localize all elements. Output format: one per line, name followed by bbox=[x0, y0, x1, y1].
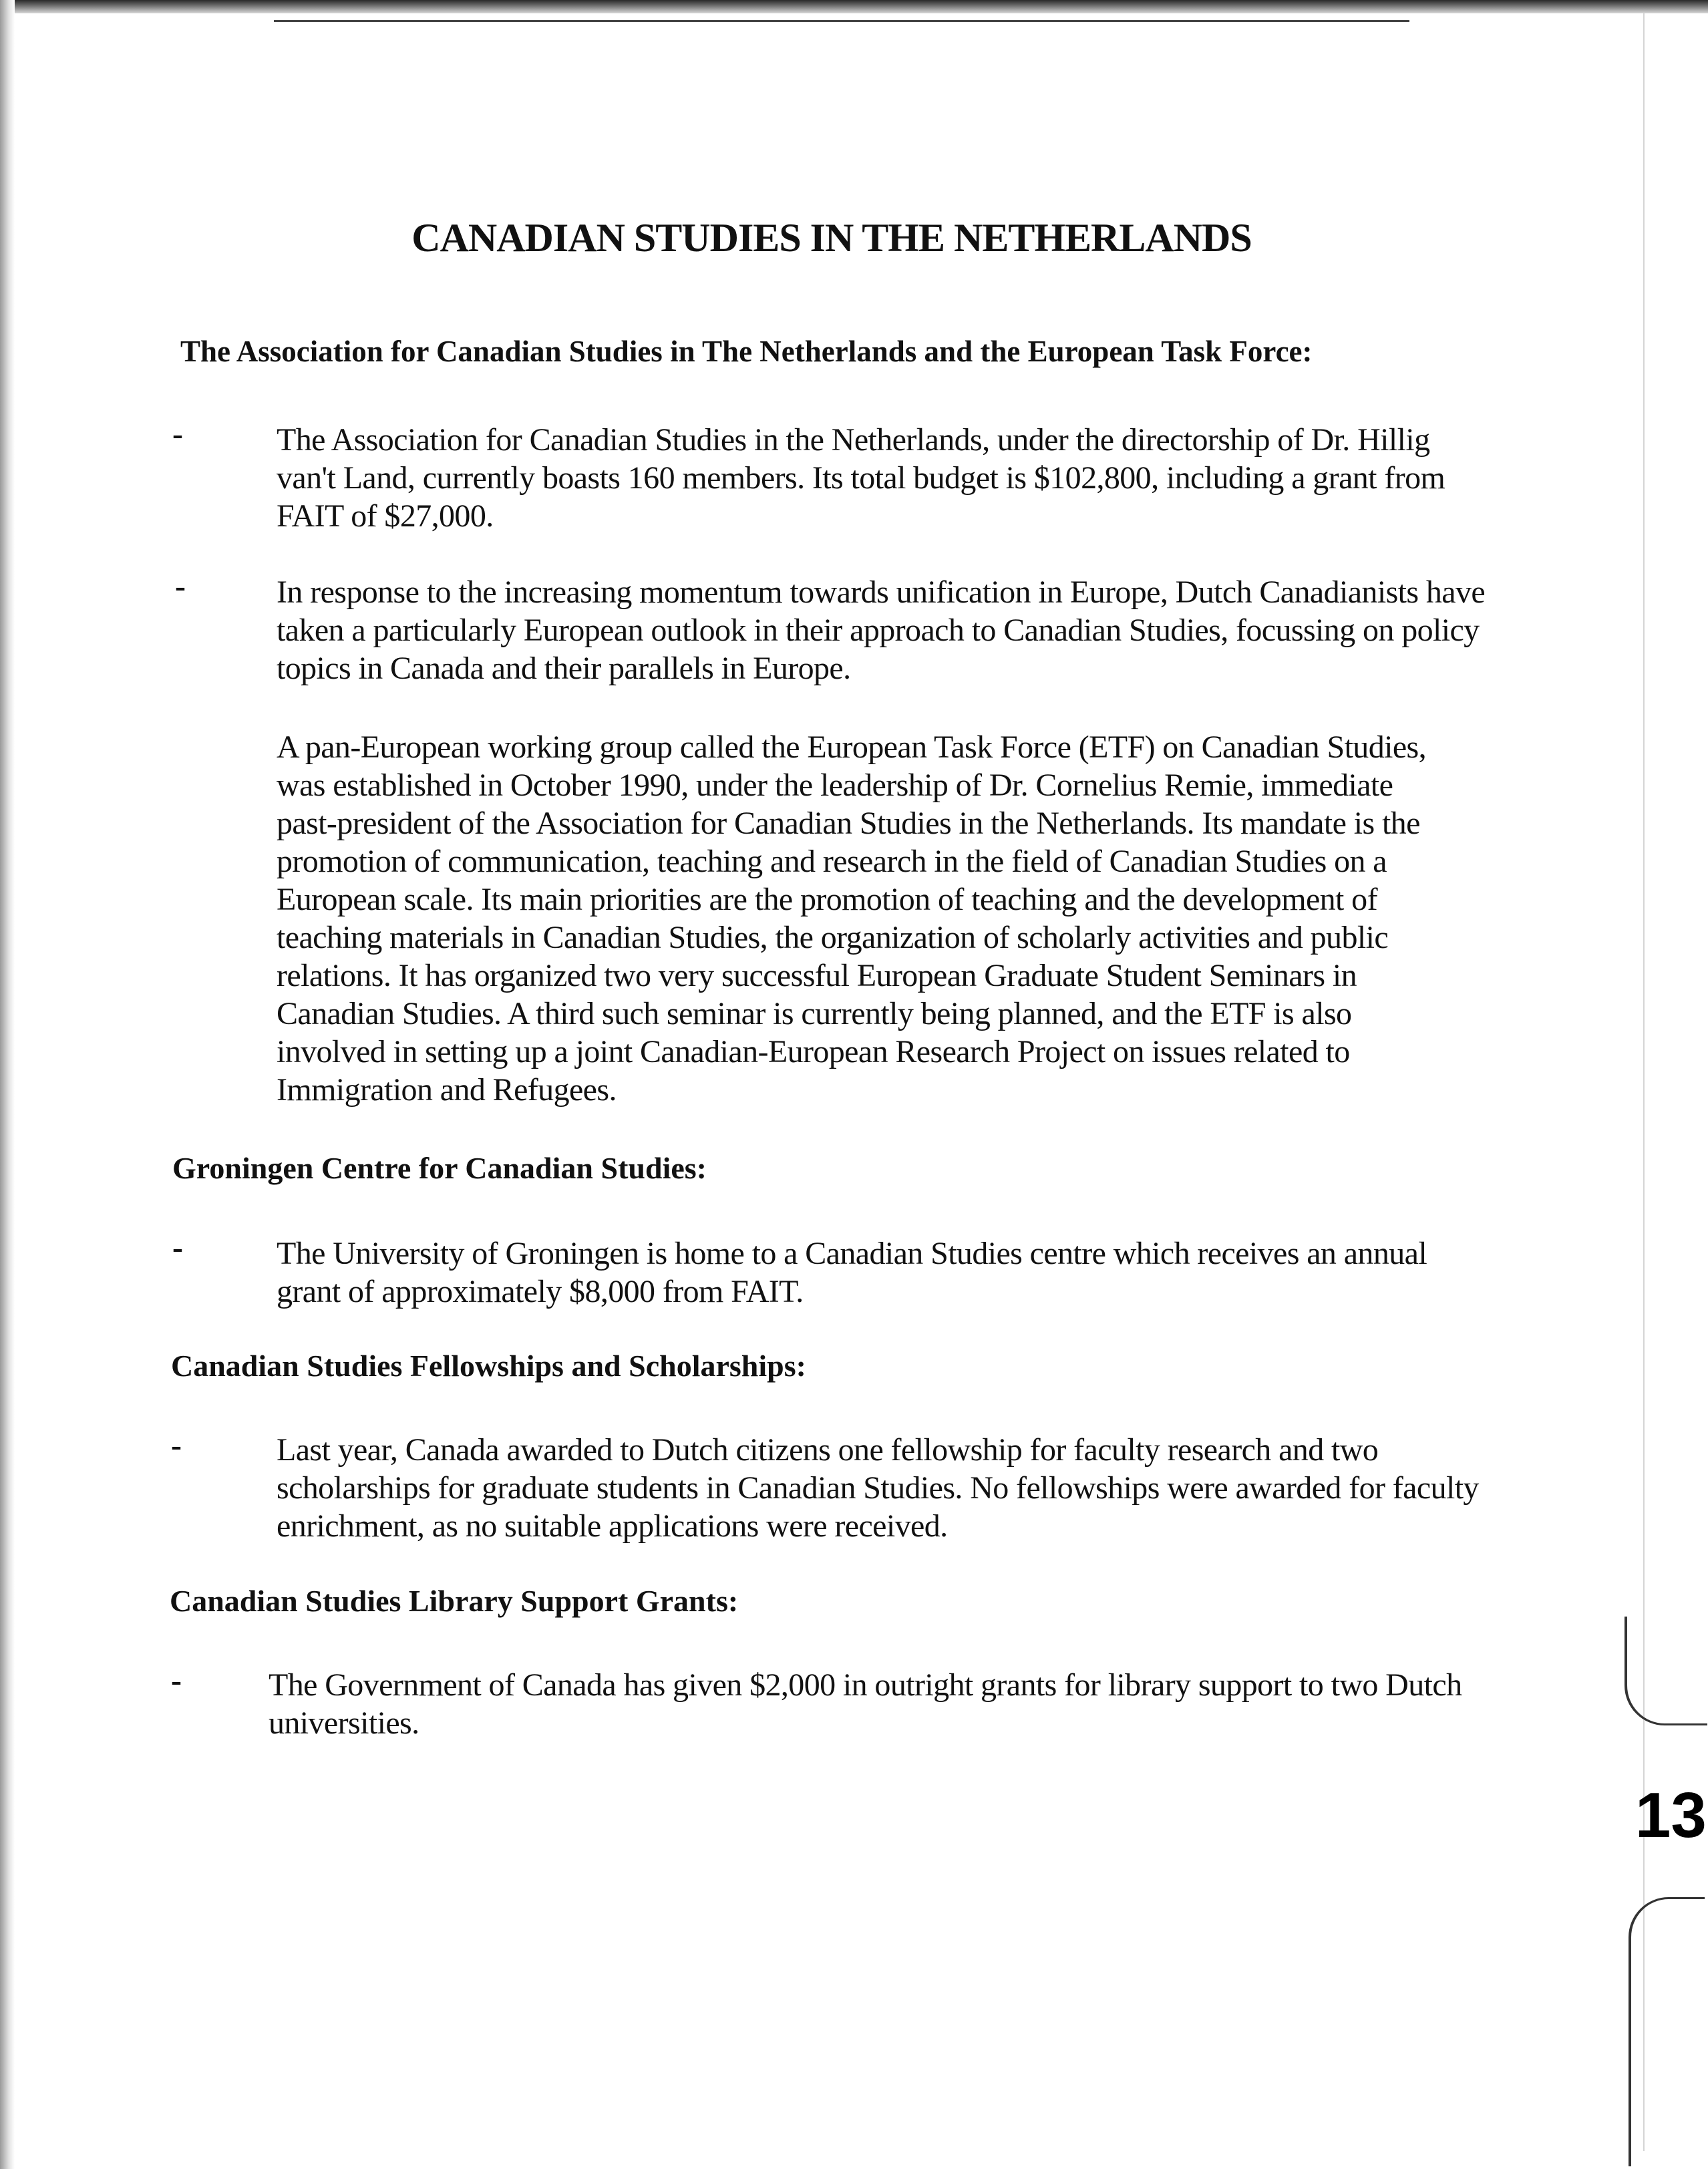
bullet-dash: - bbox=[171, 1663, 182, 1698]
binder-bracket-lower bbox=[1629, 1897, 1705, 2166]
page-title: CANADIAN STUDIES IN THE NETHERLANDS bbox=[411, 216, 1252, 260]
section-heading-association: The Association for Canadian Studies in The Netherlands and the European Task Force: bbox=[180, 335, 1313, 368]
top-rule bbox=[274, 20, 1409, 22]
paragraph-groningen-centre: The University of Groningen is home to a Canadian Studies centre which receives an annual grant of approximately $8,000 from FAIT. bbox=[277, 1236, 1427, 1309]
bullet-dash: - bbox=[171, 1428, 182, 1463]
bullet-dash: - bbox=[175, 568, 186, 604]
bullet-dash: - bbox=[172, 416, 183, 452]
section-heading-groningen: Groningen Centre for Canadian Studies: bbox=[172, 1151, 707, 1185]
paragraph-fellowships: Last year, Canada awarded to Dutch citizens one fellowship for faculty research and two scholarships for graduate students in Canadian Studies. No fellowships were awarded for faculty enrichment, as no suitable applications were received. bbox=[277, 1432, 1479, 1544]
section-heading-library-grants: Canadian Studies Library Support Grants: bbox=[170, 1584, 739, 1618]
section-heading-fellowships: Canadian Studies Fellowships and Scholarships: bbox=[171, 1349, 806, 1383]
paragraph-association-membership: The Association for Canadian Studies in the Netherlands, under the directorship of Dr. Hillig van't Land, currently boasts 160 members. Its total budget is $102,800, including a grant from FAIT of $27,000. bbox=[277, 422, 1445, 534]
paragraph-library-grants: The Government of Canada has given $2,000 in outright grants for library support to two Dutch universities. bbox=[269, 1667, 1462, 1741]
binder-bracket-upper bbox=[1625, 1617, 1707, 1725]
page-number: 13 bbox=[1635, 1780, 1707, 1851]
bullet-dash: - bbox=[172, 1230, 183, 1265]
paragraph-european-outlook: In response to the increasing momentum towards unification in Europe, Dutch Canadianists have taken a particularly European outlook in their approach to Canadian Studies, focussing on policy topics in Canada and their parallels in Europe. bbox=[277, 574, 1486, 686]
scan-top-edge bbox=[0, 0, 1708, 13]
scan-left-edge bbox=[0, 0, 15, 2169]
paragraph-european-task-force: A pan-European working group called the European Task Force (ETF) on Canadian Studies, was established in October 1990, under the leadership of Dr. Cornelius Remie, immediate past-president of the Association for Canadian Studies in the Netherlands. Its mandate is the promotion of communication, teaching and research in the field of Canadian Studies on a European scale. Its main priorities are the promotion of teaching and the development of teaching materials in Canadian Studies, the organization of scholarly activities and public relations. It has organized two very successful European Graduate Student Seminars in Canadian Studies. A third such seminar is currently being planned, and the ETF is also involved in setting up a joint Canadian-European Research Project on issues related to Immigration and Refugees. bbox=[277, 729, 1427, 1108]
